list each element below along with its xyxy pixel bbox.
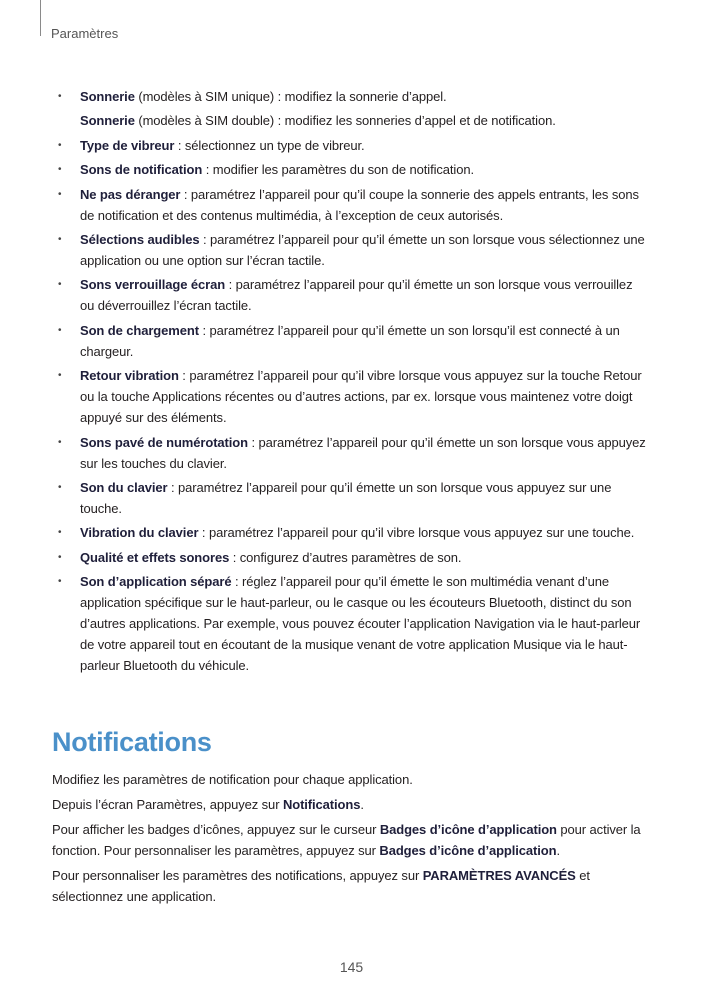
ui-term: Badges d’icône d’application [379,822,557,837]
ui-term: Notifications [282,797,361,812]
item-second-line [80,110,650,131]
list-item [58,135,650,156]
bullet-icon: • [58,188,62,200]
header-rule [40,0,41,36]
section-title: Notifications [52,727,212,757]
item-term: Qualité et effets sonores [80,549,230,565]
item-term: Son de chargement [80,322,199,338]
item-description: : paramétrez l’appareil pour qu’il émette un son lorsque vous appuyez sur les touches du clavier. [80,434,646,471]
bullet-icon: • [58,233,62,245]
list-item [58,571,650,676]
bullet-icon: • [58,481,62,493]
paragraph: Depuis l’écran Paramètres, appuyez sur Notifications. [52,797,364,812]
item-term: Ne pas déranger [80,186,181,202]
item-description: : configurez d’autres paramètres de son. [229,549,462,565]
ui-term: Badges d’icône d’application [379,843,557,858]
item-description: : paramétrez l’appareil pour qu’il émette un son lorsqu’il est connecté à un chargeur. [80,322,620,359]
list-item [58,159,650,180]
page-number: 145 [339,959,364,975]
item-term: Sonnerie [80,113,135,129]
item-description: : sélectionnez un type de vibreur. [174,137,365,153]
page-header: Paramètres [51,26,119,41]
item-description: : paramétrez l’appareil pour qu’il émette un son lorsque vous appuyez sur une touche. [80,479,612,516]
paragraph: Pour personnaliser les paramètres des notifications, appuyez sur PARAMÈTRES AVANCÉS et sélectionnez une application. [52,868,590,904]
bullet-icon: • [58,576,62,588]
item-description: : paramétrez l’appareil pour qu’il vibre lorsque vous appuyez sur une touche. [198,525,635,541]
item-description: : réglez l’appareil pour qu’il émette le son multimédia venant d’une application spécifique sur le haut-parleur, ou le casque ou les écouteurs Bluetooth, distinct du son d’autres applications. Par exemple, vous pouvez écouter l’application Navigation via le haut-parleur de votre appareil tout en écoutant de la musique venant de votre application Musique via le haut-parleur Bluetooth du véhicule. [80,574,641,674]
item-description: : modifier les paramètres du son de notification. [202,162,474,178]
item-term: Son du clavier [80,479,168,495]
paragraph: Pour afficher les badges d’icônes, appuyez sur le curseur Badges d’icône d’application pour activer la fonction. Pour personnaliser les paramètres, appuyez sur Badges d’icône d’application. [52,822,641,858]
item-term: Sonnerie [80,89,135,104]
bullet-icon: • [58,551,62,563]
bullet-icon: • [58,164,62,176]
list-item [58,229,650,271]
list-item [58,365,650,428]
item-description: : paramétrez l’appareil pour qu’il émette un son lorsque vous sélectionnez une application ou une option sur l’écran tactile. [80,231,645,268]
item-term: Son d’application séparé [80,574,232,590]
list-item [58,522,650,543]
bullet-icon: • [58,324,62,336]
bullet-icon: • [58,279,62,291]
list-item [58,184,650,226]
list-item [58,547,650,568]
item-description: : paramétrez l’appareil pour qu’il émette un son lorsque vous verrouillez ou déverrouillez l’écran tactile. [80,277,633,314]
bullet-icon: • [58,436,62,448]
bullet-icon: • [58,370,62,382]
bullet-icon: • [58,91,62,102]
ui-term: PARAMÈTRES AVANCÉS [422,868,576,883]
list-item [58,86,650,131]
item-term: Sons verrouillage écran [80,277,226,293]
item-description: (modèles à SIM unique) : modifiez la sonnerie d’appel. [134,89,447,104]
settings-list [58,86,650,679]
item-term: Retour vibration [80,368,179,384]
item-term: Sélections audibles [80,231,200,247]
item-term: Sons pavé de numérotation [80,434,248,450]
item-term: Sons de notification [80,162,203,178]
bullet-icon: • [58,139,62,151]
list-item [58,432,650,474]
list-item [58,274,650,316]
section-body [52,769,652,911]
list-item [58,320,650,362]
item-description: : paramétrez l’appareil pour qu’il vibre lorsque vous appuyez sur la touche Retour ou la touche Applications récentes ou d’autres actions, par ex. lorsque vous maintenez votre doigt appuyé sur des éléments. [80,368,642,426]
bullet-icon: • [58,527,62,539]
item-description: : paramétrez l’appareil pour qu’il coupe la sonnerie des appels entrants, les sons de notification et des contenus multimédia, à l’exception de ceux autorisés. [80,186,639,223]
list-item [58,477,650,519]
paragraph: Modifiez les paramètres de notification pour chaque application. [52,772,413,787]
item-term: Type de vibreur [80,137,175,153]
item-description: (modèles à SIM double) : modifiez les sonneries d’appel et de notification. [134,113,556,129]
item-term: Vibration du clavier [80,525,199,541]
